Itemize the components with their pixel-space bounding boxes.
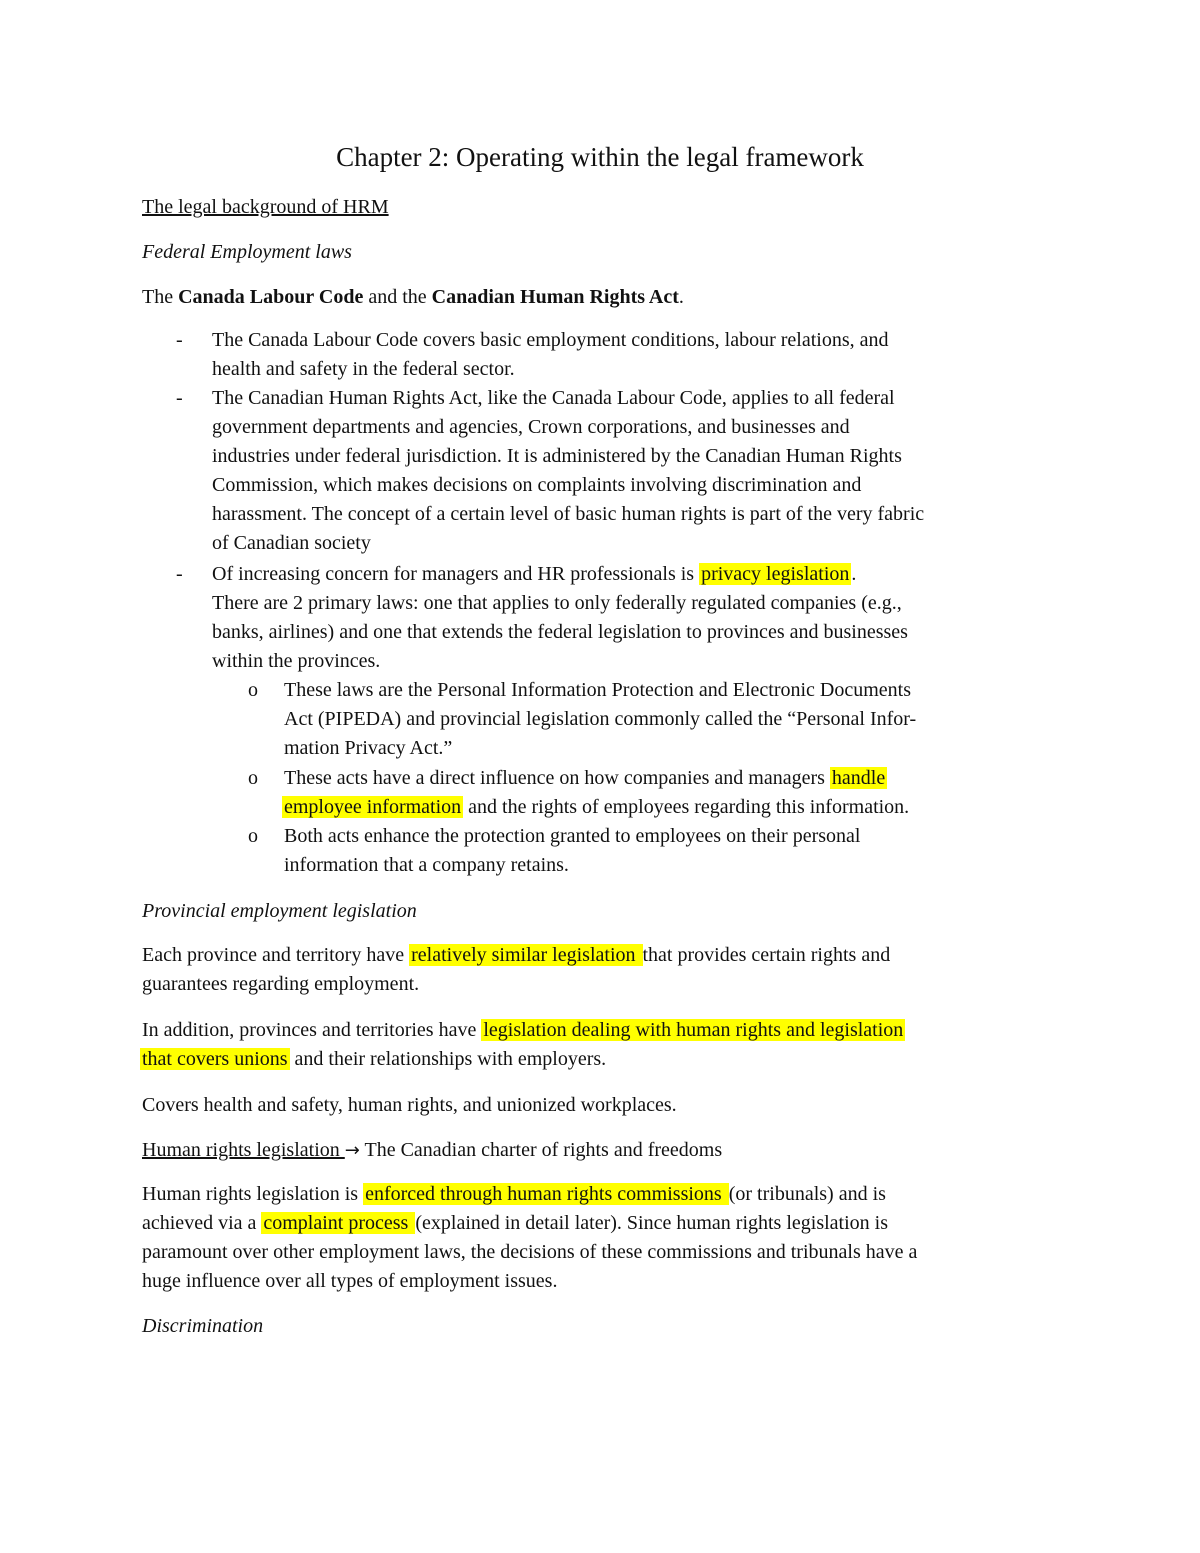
- highlight-human-rights-legislation: legislation dealing with human rights and legislation: [483, 1019, 904, 1041]
- bullet-2-line: The Canadian Human Rights Act, like the Canada Labour Code, applies to all federal: [212, 387, 895, 409]
- bullet-1-line: health and safety in the federal sector.: [212, 358, 515, 380]
- paragraph-4-line: huge influence over all types of employment issues.: [142, 1270, 558, 1292]
- dash-bullet: -: [176, 387, 183, 409]
- dash-bullet: -: [176, 329, 183, 351]
- circle-bullet: o: [248, 767, 258, 789]
- sub-bullet-2-line: [282, 793, 909, 822]
- bullet-3-line: There are 2 primary laws: one that applies to only federally regulated companies (e.g.,: [212, 592, 902, 614]
- page-title: Chapter 2: Operating within the legal framework: [336, 142, 864, 172]
- canada-labour-code-bold: Canada Labour Code: [178, 286, 364, 308]
- subheading-discrimination: Discrimination: [142, 1315, 264, 1337]
- paragraph-4-text: Human rights legislation is: [142, 1183, 364, 1205]
- bullet-3-line: banks, airlines) and one that extends the federal legislation to provinces and businesses: [212, 621, 908, 643]
- bullet-2-line: government departments and agencies, Crown corporations, and businesses and: [212, 416, 850, 438]
- dash-bullet: -: [176, 563, 183, 585]
- sub-bullet-3-line: Both acts enhance the protection granted to employees on their personal: [284, 825, 861, 847]
- bullet-2-line: industries under federal jurisdiction. It is administered by the Canadian Human Rights: [212, 445, 902, 467]
- highlight-complaint-process: complaint process: [263, 1212, 414, 1234]
- highlight-privacy-legislation: privacy legislation: [701, 563, 850, 585]
- sub-bullet-2-line: [284, 764, 887, 793]
- paragraph-2-line: [140, 1045, 606, 1074]
- bullet-3-text: Of increasing concern for managers and HR professionals is: [212, 563, 700, 585]
- charter-text: The Canadian charter of rights and freedoms: [359, 1139, 723, 1161]
- paragraph-4-text: achieved via a: [142, 1212, 262, 1234]
- circle-bullet: o: [248, 825, 258, 847]
- section-heading-legal-background: The legal background of HRM: [142, 196, 389, 218]
- paragraph-4-line: [142, 1209, 888, 1238]
- paragraph-4-text: (or tribunals) and is: [728, 1183, 886, 1205]
- bullet-1-line: The Canada Labour Code covers basic employment conditions, labour relations, and: [212, 329, 889, 351]
- sub-bullet-1-line: These laws are the Personal Information Protection and Electronic Documents: [284, 679, 912, 701]
- sub-bullet-2-text: These acts have a direct influence on how companies and managers: [284, 767, 830, 789]
- circle-bullet: o: [248, 679, 258, 701]
- paragraph-2-text: In addition, provinces and territories have: [142, 1019, 482, 1041]
- paragraph-1-line: [142, 941, 890, 970]
- paragraph-2-line: [142, 1016, 905, 1045]
- acts-line: [142, 283, 684, 312]
- paragraph-1-text: Each province and territory have: [142, 944, 410, 966]
- bullet-3-line: within the provinces.: [212, 650, 381, 672]
- paragraph-1-line: guarantees regarding employment.: [142, 973, 420, 995]
- bullet-2-line: of Canadian society: [212, 532, 371, 554]
- bullet-2-line: harassment. The concept of a certain level of basic human rights is part of the very fabric: [212, 503, 925, 525]
- highlight-relatively-similar-legislation: relatively similar legislation: [411, 944, 641, 966]
- paragraph-3: Covers health and safety, human rights, and unionized workplaces.: [142, 1094, 677, 1116]
- human-rights-heading-line: [142, 1136, 722, 1165]
- bullet-3-line: [212, 560, 856, 589]
- sub-bullet-2-text: and the rights of employees regarding this information.: [463, 796, 910, 818]
- paragraph-2-text: and their relationships with employers.: [289, 1048, 607, 1070]
- bullet-3-text: .: [851, 563, 857, 585]
- sub-bullet-3-line: information that a company retains.: [284, 854, 569, 876]
- highlight-enforced-through-commissions: enforced through human rights commissions: [365, 1183, 727, 1205]
- human-rights-legislation-underlined: Human rights legislation: [142, 1139, 345, 1161]
- acts-line-text: The: [142, 286, 179, 308]
- bullet-2-line: Commission, which makes decisions on complaints involving discrimination and: [212, 474, 862, 496]
- human-rights-act-bold: Canadian Human Rights Act: [431, 286, 679, 308]
- paragraph-1-text: that provides certain rights and: [642, 944, 891, 966]
- highlight-employee-information: employee information: [284, 796, 462, 818]
- acts-line-text: and the: [363, 286, 432, 308]
- subheading-federal-employment-laws: Federal Employment laws: [142, 241, 352, 263]
- paragraph-4-text: (explained in detail later). Since human rights legislation is: [415, 1212, 888, 1234]
- sub-bullet-1-line: Act (PIPEDA) and provincial legislation commonly called the “Personal Infor-: [284, 708, 917, 730]
- highlight-handle: handle: [831, 767, 886, 789]
- paragraph-4-line: [142, 1180, 886, 1209]
- right-arrow-icon: →: [344, 1140, 360, 1161]
- highlight-that-covers-unions: that covers unions: [142, 1048, 288, 1070]
- subheading-provincial-legislation: Provincial employment legislation: [142, 900, 417, 922]
- acts-line-text: .: [678, 286, 684, 308]
- paragraph-4-line: paramount over other employment laws, the decisions of these commissions and tribunals have a: [142, 1241, 918, 1263]
- sub-bullet-1-line: mation Privacy Act.”: [284, 737, 453, 759]
